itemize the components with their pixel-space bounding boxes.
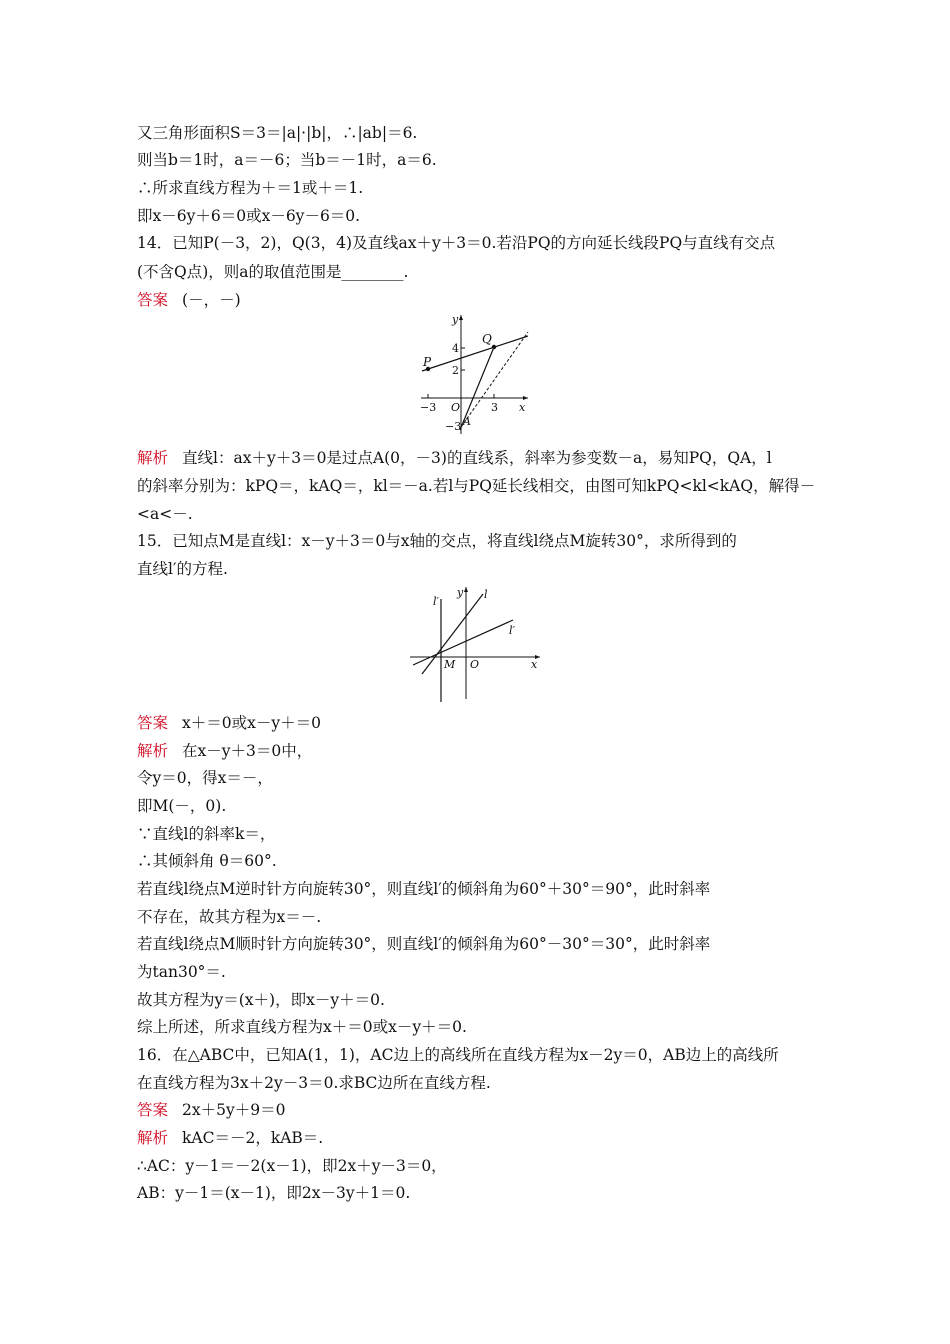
fig1-tick-neg3x: −3	[420, 401, 437, 414]
answer-14: 答案 (－，－)	[137, 291, 241, 309]
fig1-P-label: P	[423, 355, 432, 369]
analysis-15-l2: 即M(－，0).	[137, 797, 227, 815]
line-1: 则当b＝1时，a＝－6；当b＝－1时，a＝6.	[137, 151, 437, 169]
line-2: ∴所求直线方程为＋＝1或＋＝1.	[137, 179, 364, 197]
question-15: 15．已知点M是直线l：x－y＋3＝0与x轴的交点，将直线l绕点M旋转30°，求所得到的	[137, 532, 737, 550]
fig1-tick-3: 3	[491, 401, 498, 414]
analysis-15-l7: 若直线l绕点M顺时针方向旋转30°，则直线l′的倾斜角为60°－30°＝30°，此时斜率	[137, 935, 711, 953]
question-15-cont: 直线l′的方程.	[137, 560, 228, 578]
answer-label: 答案	[137, 714, 169, 732]
analysis-label: 解析	[137, 742, 169, 760]
analysis-15-l5: 若直线l绕点M逆时针方向旋转30°，则直线l′的倾斜角为60°＋30°＝90°，此时斜率	[137, 880, 711, 898]
fig1-O-label: O	[451, 401, 461, 414]
analysis-15-l10: 综上所述，所求直线方程为x＋＝0或x－y＋＝0.	[137, 1018, 467, 1036]
fig2-O-label: O	[470, 658, 480, 671]
answer-label: 答案	[137, 1101, 169, 1119]
analysis-14-cont2: <a<－.	[137, 505, 193, 523]
fig2-x-label: x	[531, 658, 538, 671]
fig1-y-label: y	[452, 313, 459, 326]
fig1-x-label: x	[519, 401, 526, 414]
analysis-14-cont1: 的斜率分别为：kPQ＝，kAQ＝，kl＝－a.若l与PQ延长线相交，由图可知kPQ<kl<kAQ，解得－	[137, 477, 816, 495]
answer-label: 答案	[137, 291, 169, 309]
fig1-tick-4: 4	[452, 342, 459, 355]
question-14: 14．已知P(－3，2)，Q(3，4)及直线ax＋y＋3＝0.若沿PQ的方向延长线段PQ与直线有交点	[137, 234, 776, 252]
answer-15: 答案 x＋＝0或x－y＋＝0	[137, 714, 321, 732]
analysis-label: 解析	[137, 449, 169, 467]
fig1-tick-neg3y: −3	[445, 420, 462, 433]
analysis-16-l2: AB：y－1＝(x－1)，即2x－3y＋1＝0.	[137, 1184, 411, 1202]
fig1-tick-2: 2	[452, 364, 459, 377]
analysis-16: 解析 kAC＝－2，kAB＝.	[137, 1129, 324, 1147]
analysis-14: 解析 直线l：ax＋y＋3＝0是过点A(0，－3)的直线系，斜率为参变数－a，易知PQ，QA，l	[137, 449, 772, 467]
question-16: 16．在△ABC中，已知A(1，1)，AC边上的高线所在直线方程为x－2y＝0，AB边上的高线所	[137, 1046, 779, 1064]
analysis-15: 解析 在x－y＋3＝0中，	[137, 742, 313, 760]
fig2-lprime-top: l′	[433, 595, 440, 608]
analysis-15-l6: 不存在，故其方程为x＝－.	[137, 908, 322, 926]
fig2-lprime-right: l′	[509, 624, 516, 637]
analysis-15-l9: 故其方程为y＝(x＋)，即x－y＋＝0.	[137, 991, 385, 1009]
figure-rotation	[408, 584, 543, 704]
question-14-cont: (不含Q点)，则a的取值范围是________.	[137, 263, 409, 281]
fig1-Q-label: Q	[482, 332, 492, 346]
line-0: 又三角形面积S＝3＝|a|·|b|，∴|ab|＝6.	[137, 124, 418, 142]
analysis-15-l1: 令y＝0，得x＝－，	[137, 769, 273, 787]
figure-pq-line	[418, 312, 533, 437]
fig2-M-label: M	[444, 658, 456, 671]
analysis-15-l4: ∴其倾斜角 θ＝60°.	[137, 852, 277, 870]
analysis-label: 解析	[137, 1129, 169, 1147]
fig1-A-label: A	[463, 415, 471, 428]
question-16-cont: 在直线方程为3x＋2y－3＝0.求BC边所在直线方程.	[137, 1074, 491, 1092]
fig2-y-label: y	[457, 586, 464, 599]
analysis-15-l8: 为tan30°＝.	[137, 963, 226, 981]
line-3: 即x－6y＋6＝0或x－6y－6＝0.	[137, 207, 361, 225]
answer-16: 答案 2x＋5y＋9＝0	[137, 1101, 286, 1119]
analysis-15-l3: ∵直线l的斜率k＝，	[137, 825, 276, 843]
analysis-16-l1: ∴AC：y－1＝－2(x－1)，即2x＋y－3＝0，	[137, 1157, 447, 1175]
fig2-l-label: l	[484, 588, 488, 601]
